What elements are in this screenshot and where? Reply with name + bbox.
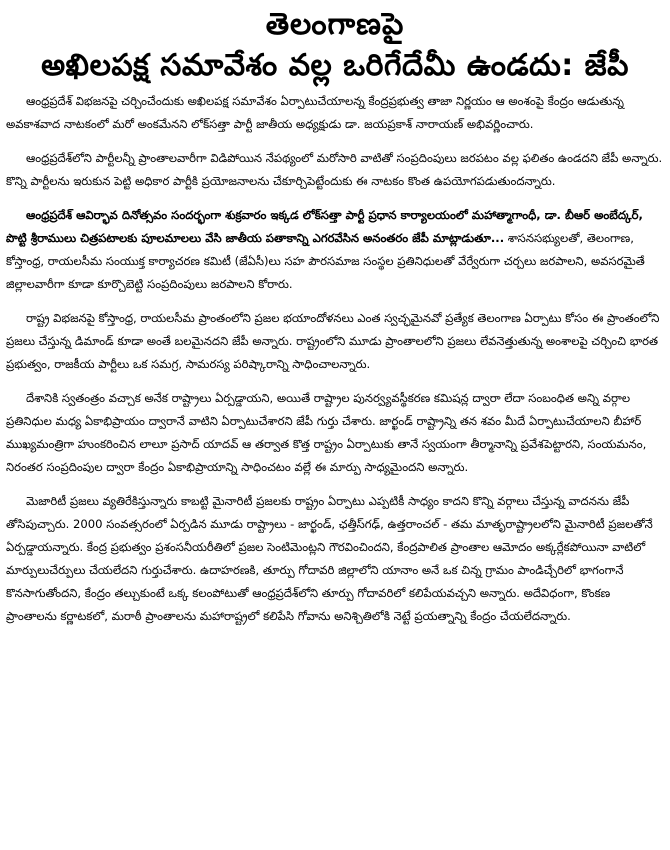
paragraph-text: శాసనసభ్యులతో, తెలంగాణ, కోస్తాంధ్ర, రాయలసీమ సంయుక్త కార్యాచరణ కమిటీ (జేఏసీ)లు సహ పౌరసమాజ సంస్థల ప్రతినిధులతో వేర్వేరుగా చర్చలు జరపాలని, అవసరమైతే జిల్లాలవారీగా కూడా కూర్చొబెట్టి సంప్రదింపులు జరపాలని కోరారు.: [6, 231, 645, 291]
article-paragraph-1: [6, 90, 664, 136]
headline-title: అఖిలపక్ష సమావేశం వల్ల ఒరిగేదేమీ ఉండదు: జేపీ: [41, 48, 629, 83]
paragraph-text: ఆంధ్రప్రదేశ్‌లోని పార్టీలన్నీ ప్రాంతాలవారీగా విడిపోయిన నేపథ్యంలో మరోసారి వాటితో సంప్రదింపులు జరపటం వల్ల ఫలితం ఉండదని జేపీ అన్నారు. కొన్ని పార్టీలను ఇరుకున పెట్టి అధికార పార్టీకి ప్రయోజనాలను చేకూర్చిపెట్టేందుకు ఈ నాటకం కొంత ఉపయోగపడుతుందన్నారు.: [6, 151, 663, 188]
article-paragraph-3: [6, 204, 664, 296]
article-paragraph-5: [6, 387, 664, 479]
headline-kicker: తెలంగాణపై: [265, 7, 405, 42]
paragraph-text: ఆంధ్రప్రదేశ్ విభజనపై చర్చించేందుకు అఖిలపక్ష సమావేశం ఏర్పాటుచేయాలన్న కేంద్రప్రభుత్వ తాజా నిర్ణయం ఆ అంశంపై కేంద్రం ఆడుతున్న అవకాశవాద నాటకంలో మరో అంకమేనని లోక్‌సత్తా పార్టీ జాతీయ అధ్యక్షుడు డా. జయప్రకాశ్ నారాయణ్ అభివర్ణించారు.: [6, 94, 624, 131]
article-paragraph-6: [6, 490, 664, 628]
paragraph-bold-lead: ఆంధ్రప్రదేశ్ ఆవిర్భావ దినోత్సవం సందర్భంగా శుక్రవారం ఇక్కడ లోక్‌సత్తా పార్టీ ప్రధాన కార్యాలయంలో మహాత్మాగాంధీ, డా. బీఆర్ అంబేద్కర్, పొట్టి శ్రీరాములు చిత్రపటాలకు పూలమాలలు వేసి జాతీయ పతాకాన్ని ఎగరవేసిన అనంతరం జేపీ మాట్లాడుతూ...: [6, 208, 643, 245]
article-paragraph-2: [6, 147, 664, 193]
paragraph-text: మెజారిటీ ప్రజలు వ్యతిరేకిస్తున్నారు కాబట్టి మైనారిటీ ప్రజలకు రాష్ట్రం ఏర్పాటు ఎప్పటికీ సాధ్యం కాదని కొన్ని వర్గాలు చేస్తున్న వాదనను జేపీ తోసిపుచ్చారు. 2000 సంవత్సరంలో ఏర్పడిన మూడు రాష్ట్రాలు - జార్ఖండ్, ఛత్తీస్‌గఢ్, ఉత్తరాంచల్ - తమ మాతృరాష్ట్రాలలోని మైనారిటీ ప్రజలతోనే ఏర్పడ్డాయన్నారు. కేంద్ర ప్రభుత్వం ప్రశంసనీయరీతిలో ప్రజల సెంటిమెంట్లని గౌరవించిందని, కేంద్రపాలిత ప్రాంతాల ఆమోదం అక్కర్లేకపోయినా వాటిలో మార్పులుచేర్పులు చేయలేదని గుర్తుచేశారు. ఉదాహరణకి, తూర్పు గోదావరి జిల్లాలోని యానాం అనే ఒక చిన్న గ్రామం పాండిచ్చేరిలో భాగంగానే కొనసాగుతోందని, కేంద్రం తల్చుకుంటే ఒక్క కలంపోటుతో ఆంధ్రప్రదేశ్‌లోని తూర్పు గోదావరిలో కలిపేయవచ్చని అన్నారు. అదేవిధంగా, కొంకణ ప్రాంతాలను కర్ణాటకలో, మరాఠీ ప్రాంతాలను మహారాష్ట్రలో కలిపేసి గోవాను అనిశ్చితిలోకి నెట్టే ప్రయత్నాన్ని కేంద్రం చేయలేదన్నారు.: [6, 494, 653, 623]
article-body: [6, 90, 664, 628]
paragraph-text: రాష్ట్ర విభజనపై కోస్తాంధ్ర, రాయలసీమ ప్రాంతంలోని ప్రజల భయాందోళనలు ఎంత స్వచ్ఛమైనవో ప్రత్యేక తెలంగాణ ఏర్పాటు కోసం ఈ ప్రాంతంలోని ప్రజలు చేస్తున్న డిమాండ్ కూడా అంతే బలమైనదని జేపీ అన్నారు. రాష్ట్రంలోని మూడు ప్రాంతాలలోని ప్రజలు లేవనెత్తుతున్న అంశాలపై చర్చించి భారత ప్రభుత్వం, రాజకీయ పార్టీలు ఒక సమగ్ర, సామరస్య పరిష్కారాన్ని సాధించాలన్నారు.: [6, 311, 660, 371]
article-paragraph-4: [6, 307, 664, 376]
paragraph-text: దేశానికి స్వతంత్రం వచ్చాక అనేక రాష్ట్రాలు ఏర్పడ్డాయని, అయితే రాష్ట్రాల పునర్వ్యవస్థీకరణ కమిషన్ల ద్వారా లేదా సంబంధిత అన్ని వర్గాల ప్రతినిధుల మధ్య ఏకాభిప్రాయం ద్వారానే వాటిని ఏర్పాటుచేశారని జేపీ గుర్తు చేశారు. జార్ఖండ్ రాష్ట్రాన్ని తన శవం మీదే ఏర్పాటుచేయాలని బీహార్ ముఖ్యమంత్రిగా హుంకరించిన లాలూ ప్రసాద్ యాదవ్ ఆ తర్వాత కొత్త రాష్ట్రం ఏర్పాటుకు తానే స్వయంగా తీర్మానాన్ని ప్రవేశపెట్టారని, సంయమనం, నిరంతర సంప్రదింపుల ద్వారా కేంద్రం ఏకాభిప్రాయాన్ని సాధించటం వల్లే ఈ మార్పు సాధ్యమైందని అన్నారు.: [6, 391, 647, 474]
